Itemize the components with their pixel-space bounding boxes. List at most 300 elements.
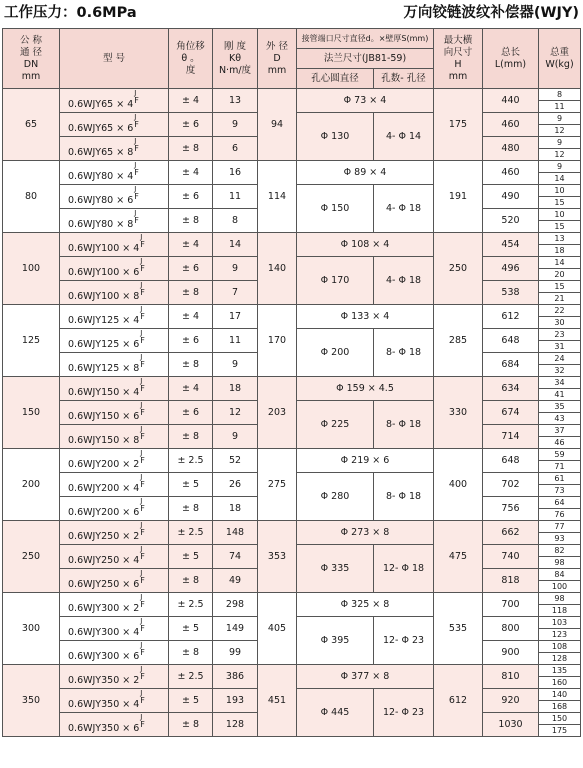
model-suffix-f: F <box>140 528 145 538</box>
weight-pair <box>539 713 580 736</box>
model-name: 0.6WJY300 × 2 <box>68 603 140 615</box>
weight-cell <box>539 113 581 137</box>
od-cell: 451 <box>258 665 297 737</box>
dn-header-line: DN <box>23 58 39 70</box>
length-cell: 818 <box>483 569 539 593</box>
weight-value: 73 <box>554 486 565 495</box>
model-suffix <box>140 474 145 489</box>
length-cell: 480 <box>483 137 539 161</box>
model-name: 0.6WJY80 × 8 <box>68 219 134 231</box>
od-cell: 353 <box>258 521 297 593</box>
model-cell <box>60 545 169 569</box>
stiffness-cell: 14 <box>213 233 258 257</box>
stiffness-cell: 99 <box>213 641 258 665</box>
model-suffix <box>140 546 145 561</box>
spec-table-body <box>3 89 581 737</box>
angle-cell: ± 8 <box>169 353 213 377</box>
weight-value: 118 <box>551 606 568 615</box>
model-cell <box>60 209 169 233</box>
angle-cell: ± 5 <box>169 473 213 497</box>
col-angle-header <box>169 29 213 89</box>
lateral-header-line: 向尺寸 <box>443 46 473 58</box>
model-suffix <box>140 618 145 633</box>
weight-value: 123 <box>551 630 568 639</box>
pipe-size-cell: Φ 377 × 8 <box>297 665 434 689</box>
lateral-cell: 612 <box>434 665 483 737</box>
weight-value: 34 <box>539 377 580 389</box>
model-suffix-j: J <box>134 89 137 98</box>
hole-spec-cell: 8- Φ 18 <box>374 329 434 377</box>
model-name: 0.6WJY150 × 6 <box>68 411 140 423</box>
od-cell: 203 <box>258 377 297 449</box>
weight-value: 9 <box>539 161 580 173</box>
model-cell <box>60 641 169 665</box>
col-bolt-circle-header: 孔心圆直径 <box>297 69 374 89</box>
weight-cell <box>539 353 581 377</box>
bolt-circle-cell: Φ 170 <box>297 257 374 305</box>
weight-pair <box>539 401 580 424</box>
model-name: 0.6WJY100 × 8 <box>68 291 140 303</box>
weight-pair <box>539 257 580 280</box>
model-suffix-j: J <box>140 425 143 434</box>
bolt-circle-cell: Φ 335 <box>297 545 374 593</box>
col-dn-header <box>3 29 60 89</box>
model-cell <box>60 665 169 689</box>
weight-cell <box>539 449 581 473</box>
model-suffix-j: J <box>140 353 143 362</box>
model-cell <box>60 449 169 473</box>
hole-spec-cell: 12- Φ 23 <box>374 617 434 665</box>
weight-value: 61 <box>539 473 580 485</box>
hole-spec-cell: 8- Φ 18 <box>374 473 434 521</box>
length-cell: 648 <box>483 449 539 473</box>
weight-value: 15 <box>539 281 580 293</box>
model-suffix-j: J <box>140 689 143 698</box>
weight-value: 15 <box>554 222 565 231</box>
model-suffix-f: F <box>140 360 145 370</box>
spec-table <box>2 28 581 737</box>
weight-pair <box>539 593 580 616</box>
model-suffix <box>140 642 145 657</box>
lateral-cell: 400 <box>434 449 483 521</box>
stiffness-header-line: N·m/度 <box>218 64 252 76</box>
angle-cell: ± 2.5 <box>169 521 213 545</box>
col-lateral-header <box>434 29 483 89</box>
length-cell: 714 <box>483 425 539 449</box>
stiffness-header-line: Kθ <box>228 52 242 64</box>
table-row <box>3 305 581 329</box>
model-name: 0.6WJY125 × 8 <box>68 363 140 375</box>
dn-cell: 350 <box>3 665 60 737</box>
model-name: 0.6WJY80 × 4 <box>68 171 134 183</box>
weight-value: 35 <box>539 401 580 413</box>
model-suffix-f: F <box>140 408 145 418</box>
weight-value: 71 <box>554 462 565 471</box>
lateral-cell: 250 <box>434 233 483 305</box>
weight-pair <box>539 185 580 208</box>
weight-value: 150 <box>539 713 580 725</box>
table-row <box>3 665 581 689</box>
weight-value: 76 <box>554 510 565 519</box>
stiffness-cell: 9 <box>213 113 258 137</box>
weight-cell <box>539 641 581 665</box>
lateral-cell: 285 <box>434 305 483 377</box>
model-suffix <box>140 402 145 417</box>
weight-cell <box>539 521 581 545</box>
weight-value: 175 <box>551 726 568 735</box>
bolt-circle-cell: Φ 225 <box>297 401 374 449</box>
dn-cell: 250 <box>3 521 60 593</box>
weight-value: 140 <box>539 689 580 701</box>
pipe-size-cell: Φ 89 × 4 <box>297 161 434 185</box>
bolt-circle-cell: Φ 395 <box>297 617 374 665</box>
model-name: 0.6WJY125 × 4 <box>68 315 140 327</box>
angle-cell: ± 5 <box>169 617 213 641</box>
model-suffix-f: F <box>140 288 145 298</box>
pipe-size-cell: Φ 219 × 6 <box>297 449 434 473</box>
weight-pair <box>539 449 580 472</box>
model-cell <box>60 521 169 545</box>
stiffness-cell: 8 <box>213 209 258 233</box>
dn-header-line: 公 称 <box>19 34 43 46</box>
model-cell <box>60 713 169 737</box>
weight-pair <box>539 305 580 328</box>
weight-value: 100 <box>551 582 568 591</box>
hole-spec-cell: 12- Φ 18 <box>374 545 434 593</box>
weight-cell <box>539 281 581 305</box>
weight-pair <box>539 545 580 568</box>
weight-cell <box>539 713 581 737</box>
model-cell <box>60 617 169 641</box>
model-cell <box>60 281 169 305</box>
table-row <box>3 233 581 257</box>
lateral-cell: 535 <box>434 593 483 665</box>
angle-cell: ± 4 <box>169 377 213 401</box>
angle-cell: ± 2.5 <box>169 449 213 473</box>
weight-value: 22 <box>539 305 580 317</box>
stiffness-header-line: 刚 度 <box>223 40 247 52</box>
weight-value: 98 <box>554 558 565 567</box>
length-cell: 454 <box>483 233 539 257</box>
weight-value: 135 <box>539 665 580 677</box>
model-suffix <box>140 354 145 369</box>
model-suffix <box>140 714 145 729</box>
angle-cell: ± 8 <box>169 425 213 449</box>
model-name: 0.6WJY150 × 8 <box>68 435 140 447</box>
model-suffix-j: J <box>140 281 143 290</box>
lateral-header-line: H <box>454 58 462 70</box>
stiffness-cell: 128 <box>213 713 258 737</box>
model-name: 0.6WJY250 × 2 <box>68 531 140 543</box>
model-suffix-j: J <box>140 257 143 266</box>
pipe-size-cell: Φ 159 × 4.5 <box>297 377 434 401</box>
model-name: 0.6WJY200 × 2 <box>68 459 140 471</box>
length-cell: 520 <box>483 209 539 233</box>
lateral-cell: 191 <box>434 161 483 233</box>
model-suffix <box>140 666 145 681</box>
model-suffix <box>134 210 139 225</box>
weight-value: 10 <box>539 185 580 197</box>
length-cell: 1030 <box>483 713 539 737</box>
weight-pair <box>539 473 580 496</box>
weight-value: 32 <box>554 366 565 375</box>
length-cell: 634 <box>483 377 539 401</box>
weight-cell <box>539 233 581 257</box>
weight-value: 14 <box>554 174 565 183</box>
weight-value: 108 <box>539 641 580 653</box>
length-cell: 702 <box>483 473 539 497</box>
angle-header-line: 度 <box>185 64 196 76</box>
length-cell: 684 <box>483 353 539 377</box>
model-suffix <box>140 258 145 273</box>
stiffness-cell: 7 <box>213 281 258 305</box>
weight-value: 23 <box>539 329 580 341</box>
weight-value: 18 <box>554 246 565 255</box>
stiffness-cell: 149 <box>213 617 258 641</box>
weight-pair <box>539 425 580 448</box>
model-cell <box>60 257 169 281</box>
bolt-circle-cell: Φ 280 <box>297 473 374 521</box>
col-flange-header: 法兰尺寸(JB81-59) <box>297 49 434 69</box>
weight-cell <box>539 377 581 401</box>
model-cell <box>60 113 169 137</box>
model-suffix-j: J <box>140 617 143 626</box>
length-header-line: 总长 <box>500 46 520 58</box>
angle-cell: ± 4 <box>169 233 213 257</box>
model-suffix <box>134 90 139 105</box>
stiffness-cell: 52 <box>213 449 258 473</box>
model-suffix-f: F <box>140 648 145 658</box>
length-cell: 612 <box>483 305 539 329</box>
weight-pair <box>539 641 580 664</box>
stiffness-cell: 17 <box>213 305 258 329</box>
pipe-size-cell: Φ 325 × 8 <box>297 593 434 617</box>
angle-cell: ± 5 <box>169 545 213 569</box>
weight-pair <box>539 377 580 400</box>
model-suffix-f: F <box>140 624 145 634</box>
bolt-circle-cell: Φ 130 <box>297 113 374 161</box>
length-cell: 490 <box>483 185 539 209</box>
weight-cell <box>539 305 581 329</box>
angle-cell: ± 8 <box>169 137 213 161</box>
model-suffix-j: J <box>134 185 137 194</box>
weight-pair <box>539 281 580 304</box>
model-cell <box>60 185 169 209</box>
model-suffix <box>140 426 145 441</box>
lateral-header-line: 最大横 <box>443 34 473 46</box>
model-cell <box>60 569 169 593</box>
model-suffix-j: J <box>140 473 143 482</box>
table-row <box>3 377 581 401</box>
weight-cell <box>539 161 581 185</box>
angle-cell: ± 6 <box>169 257 213 281</box>
model-suffix-j: J <box>140 377 143 386</box>
dn-cell: 300 <box>3 593 60 665</box>
lateral-cell: 330 <box>434 377 483 449</box>
model-suffix-j: J <box>140 329 143 338</box>
model-suffix <box>134 186 139 201</box>
length-cell: 648 <box>483 329 539 353</box>
model-name: 0.6WJY250 × 4 <box>68 555 140 567</box>
dn-cell: 80 <box>3 161 60 233</box>
model-suffix-j: J <box>140 233 143 242</box>
model-cell <box>60 593 169 617</box>
hole-spec-cell: 4- Φ 14 <box>374 113 434 161</box>
model-suffix-f: F <box>140 240 145 250</box>
model-suffix-f: F <box>134 192 139 202</box>
dn-header-line: 通 径 <box>19 46 43 58</box>
model-cell <box>60 137 169 161</box>
model-name: 0.6WJY100 × 6 <box>68 267 140 279</box>
angle-cell: ± 8 <box>169 281 213 305</box>
length-cell: 662 <box>483 521 539 545</box>
angle-cell: ± 8 <box>169 209 213 233</box>
length-cell: 810 <box>483 665 539 689</box>
hole-spec-cell: 12- Φ 23 <box>374 689 434 737</box>
weight-cell <box>539 185 581 209</box>
weight-value: 31 <box>554 342 565 351</box>
od-cell: 405 <box>258 593 297 665</box>
weight-pair <box>539 689 580 712</box>
weight-value: 128 <box>551 654 568 663</box>
weight-cell <box>539 257 581 281</box>
weight-value: 84 <box>539 569 580 581</box>
table-row <box>3 89 581 113</box>
model-suffix <box>134 138 139 153</box>
model-suffix-j: J <box>134 161 137 170</box>
weight-value: 10 <box>539 209 580 221</box>
model-suffix-f: F <box>140 336 145 346</box>
model-suffix <box>140 330 145 345</box>
stiffness-cell: 18 <box>213 377 258 401</box>
model-name: 0.6WJY250 × 6 <box>68 579 140 591</box>
model-suffix <box>140 594 145 609</box>
od-header-line: D <box>273 52 281 64</box>
stiffness-cell: 298 <box>213 593 258 617</box>
stiffness-cell: 9 <box>213 425 258 449</box>
dn-header-line: mm <box>21 70 41 82</box>
stiffness-cell: 9 <box>213 353 258 377</box>
col-length-header <box>483 29 539 89</box>
od-cell: 114 <box>258 161 297 233</box>
model-suffix <box>140 522 145 537</box>
angle-cell: ± 6 <box>169 113 213 137</box>
model-suffix <box>140 306 145 321</box>
weight-pair <box>539 137 580 160</box>
angle-cell: ± 6 <box>169 329 213 353</box>
col-od-header <box>258 29 297 89</box>
model-name: 0.6WJY350 × 6 <box>68 723 140 735</box>
weight-value: 9 <box>539 113 580 125</box>
angle-header-line: θ 。 <box>181 52 200 64</box>
model-suffix <box>140 690 145 705</box>
stiffness-cell: 13 <box>213 89 258 113</box>
model-cell <box>60 305 169 329</box>
weight-pair <box>539 209 580 232</box>
model-suffix-f: F <box>134 168 139 178</box>
model-name: 0.6WJY300 × 4 <box>68 627 140 639</box>
weight-cell <box>539 425 581 449</box>
bolt-circle-cell: Φ 445 <box>297 689 374 737</box>
pipe-size-cell: Φ 108 × 4 <box>297 233 434 257</box>
table-row <box>3 593 581 617</box>
model-suffix-j: J <box>134 209 137 218</box>
length-header-line: L(mm) <box>494 58 527 70</box>
model-name: 0.6WJY65 × 4 <box>68 99 134 111</box>
table-row <box>3 449 581 473</box>
model-cell <box>60 329 169 353</box>
model-name: 0.6WJY350 × 4 <box>68 699 140 711</box>
angle-cell: ± 5 <box>169 689 213 713</box>
length-cell: 460 <box>483 161 539 185</box>
lateral-cell: 175 <box>434 89 483 161</box>
model-cell <box>60 689 169 713</box>
model-suffix-j: J <box>140 569 143 578</box>
weight-pair <box>539 161 580 184</box>
pipe-size-cell: Φ 73 × 4 <box>297 89 434 113</box>
weight-value: 93 <box>554 534 565 543</box>
weight-cell <box>539 497 581 521</box>
model-suffix <box>140 450 145 465</box>
length-cell: 740 <box>483 545 539 569</box>
length-cell: 700 <box>483 593 539 617</box>
weight-value: 14 <box>539 257 580 269</box>
weight-value: 77 <box>539 521 580 533</box>
pipe-size-cell: Φ 273 × 8 <box>297 521 434 545</box>
model-suffix-f: F <box>140 504 145 514</box>
stiffness-cell: 9 <box>213 257 258 281</box>
model-suffix-j: J <box>140 521 143 530</box>
hole-spec-cell: 4- Φ 18 <box>374 257 434 305</box>
angle-cell: ± 8 <box>169 569 213 593</box>
col-model-header: 型 号 <box>60 29 169 89</box>
model-suffix-f: F <box>140 720 145 730</box>
hole-spec-cell: 4- Φ 18 <box>374 185 434 233</box>
dn-cell: 200 <box>3 449 60 521</box>
weight-pair <box>539 89 580 112</box>
col-pipe-size-header: 接管端口尺寸直径d。×壁厚S(mm) <box>297 29 434 49</box>
od-header-line: mm <box>267 64 287 76</box>
stiffness-cell: 26 <box>213 473 258 497</box>
model-suffix-j: J <box>140 641 143 650</box>
od-cell: 170 <box>258 305 297 377</box>
model-suffix-j: J <box>140 401 143 410</box>
weight-value: 12 <box>554 126 565 135</box>
weight-header-line: 总重 <box>549 46 569 58</box>
stiffness-cell: 193 <box>213 689 258 713</box>
dn-cell: 150 <box>3 377 60 449</box>
angle-cell: ± 4 <box>169 89 213 113</box>
col-stiffness-header <box>213 29 258 89</box>
col-weight-header <box>539 29 581 89</box>
lateral-cell: 475 <box>434 521 483 593</box>
angle-cell: ± 2.5 <box>169 665 213 689</box>
stiffness-cell: 74 <box>213 545 258 569</box>
weight-cell <box>539 689 581 713</box>
model-name: 0.6WJY150 × 4 <box>68 387 140 399</box>
weight-cell <box>539 593 581 617</box>
length-cell: 674 <box>483 401 539 425</box>
length-cell: 756 <box>483 497 539 521</box>
weight-value: 13 <box>539 233 580 245</box>
model-cell <box>60 401 169 425</box>
model-name: 0.6WJY80 × 6 <box>68 195 134 207</box>
table-row <box>3 161 581 185</box>
weight-value: 20 <box>554 270 565 279</box>
stiffness-cell: 12 <box>213 401 258 425</box>
angle-cell: ± 6 <box>169 401 213 425</box>
weight-value: 46 <box>554 438 565 447</box>
